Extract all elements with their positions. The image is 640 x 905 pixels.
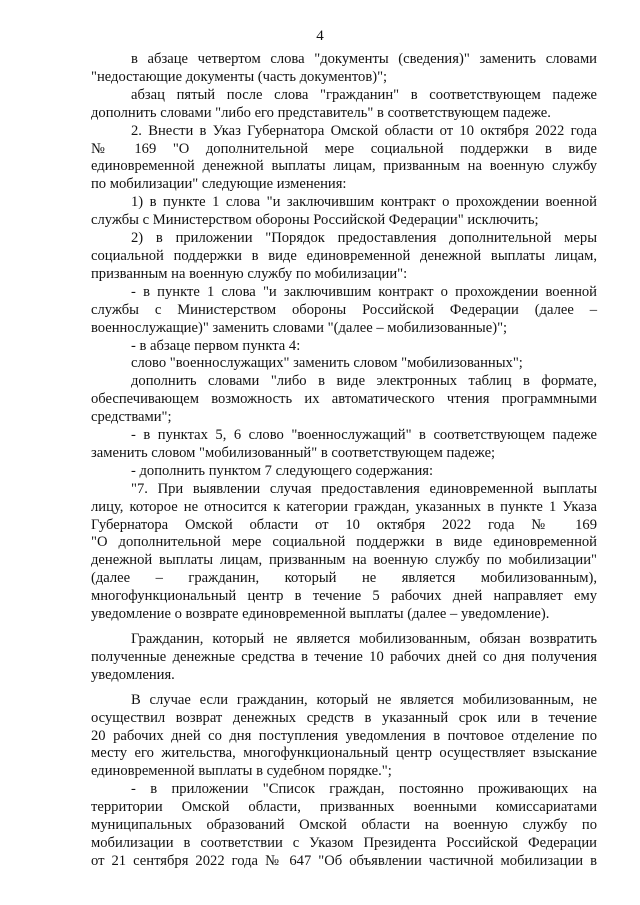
text-line: Губернатора Омской области от 10 октября 2022 года № 169 [91, 516, 597, 533]
text-line: абзац пятый после слова "гражданин" в соответствующем падеже [131, 86, 597, 103]
paragraph [91, 87, 597, 123]
paragraph [91, 355, 597, 373]
text-line: - в пункте 1 слова "и заключившим контракт о прохождении военной [131, 283, 597, 300]
text-line: муниципальных образований Омской области на военную службу по [91, 817, 597, 834]
text-line: - в пунктах 5, 6 слово "военнослужащий" в соответствующем падеже [131, 427, 597, 444]
text-line: № 169 "О дополнительной мере социальной поддержки в виде [91, 140, 597, 157]
text-line: дополнить словами "либо в виде электронных таблиц в формате, [131, 373, 597, 390]
text-line: - дополнить пунктом 7 следующего содержания: [131, 462, 434, 479]
text-line: службы с Министерством обороны Российской Федерации" исключить; [91, 212, 539, 229]
paragraph [91, 631, 597, 685]
text-line: 2) в приложении "Порядок предоставления дополнительной меры [131, 230, 597, 247]
text-line: осуществил возврат денежных средств в указанный срок или в течение [91, 709, 597, 726]
text-line: от 21 сентября 2022 года № 647 "Об объявлении частичной мобилизации в [91, 852, 597, 869]
text-line: В случае если гражданин, который не является мобилизованным, не [131, 691, 597, 708]
text-line: (далее – гражданин, который не является мобилизованным), [91, 570, 597, 587]
text-line: 2. Внести в Указ Губернатора Омской области от 10 октября 2022 года [131, 122, 597, 139]
text-line: многофункциональный центр в течение 5 рабочих дней направляет ему [91, 588, 597, 605]
text-line: полученные денежные средства в течение 10 рабочих дней со дня получения [91, 648, 597, 665]
paragraph [91, 338, 597, 356]
text-line: слово "военнослужащих" заменить словом "мобилизованных"; [131, 355, 523, 372]
paragraph [91, 284, 597, 338]
paragraph [91, 230, 597, 284]
text-line: - в абзаце первом пункта 4: [131, 337, 301, 354]
text-line: службы с Министерством обороны Российской Федерации (далее – [91, 301, 597, 318]
text-line: уведомление о возврате единовременной выплаты (далее – уведомление). [91, 606, 550, 623]
text-line: военнослужащие)" заменить словами "(далее – мобилизованные)"; [91, 319, 508, 336]
paragraph [91, 194, 597, 230]
paragraph [91, 123, 597, 195]
paragraph [91, 373, 597, 427]
text-line: "недостающие документы (часть документов)"; [91, 68, 388, 85]
document-body [91, 51, 597, 871]
text-line: 20 рабочих дней со дня поступления уведомления в почтовое отделение по [91, 727, 597, 744]
text-line: единовременной денежной выплаты лицам, призванным на военную службу [91, 158, 597, 175]
text-line: заменить словом "мобилизованный" в соответствующем падеже; [91, 444, 496, 461]
paragraph [91, 427, 597, 463]
text-line: обеспечивающем возможность их автоматического чтения программными [91, 391, 597, 408]
text-line: денежной выплаты лицам, призванным на военную службу по мобилизации" [91, 552, 597, 569]
text-line: единовременной выплаты в судебном порядке."; [91, 763, 392, 780]
text-line: 1) в пункте 1 слова "и заключившим контракт о прохождении военной [131, 194, 597, 211]
page-number: 4 [316, 28, 324, 44]
text-line: Гражданин, который не является мобилизованным, обязан возвратить [131, 631, 597, 647]
text-line: территории Омской области, призванных военными комиссариатами [91, 799, 597, 816]
paragraph [91, 481, 597, 624]
paragraph [91, 463, 597, 481]
text-line: дополнить словами "либо его представитель" в соответствующем падеже. [91, 104, 551, 121]
text-line: "7. При выявлении случая предоставления единовременной выплаты [131, 480, 597, 497]
text-line: месту его жительства, многофункциональный центр осуществляет взыскание [91, 745, 597, 762]
text-line: лицу, которое не относится к категории граждан, указанных в пункте 1 Указа [91, 498, 597, 515]
text-line: "О дополнительной мере социальной поддержки в виде единовременной [91, 534, 597, 551]
text-line: мобилизации в соответствии с Указом Президента Российской Федерации [91, 834, 597, 851]
paragraph [91, 692, 597, 782]
text-line: уведомления. [91, 666, 175, 683]
paragraph [91, 51, 597, 87]
text-line: - в приложении "Список граждан, постоянно проживающих на [131, 781, 597, 798]
text-line: средствами"; [91, 409, 172, 426]
text-line: в абзаце четвертом слова "документы (сведения)" заменить словами [131, 51, 597, 67]
text-line: социальной поддержки в виде единовременной денежной выплаты лицам, [91, 247, 597, 264]
paragraph [91, 781, 597, 871]
text-line: призванным на военную службу по мобилизации": [91, 265, 408, 282]
text-line: по мобилизации" следующие изменения: [91, 176, 347, 193]
